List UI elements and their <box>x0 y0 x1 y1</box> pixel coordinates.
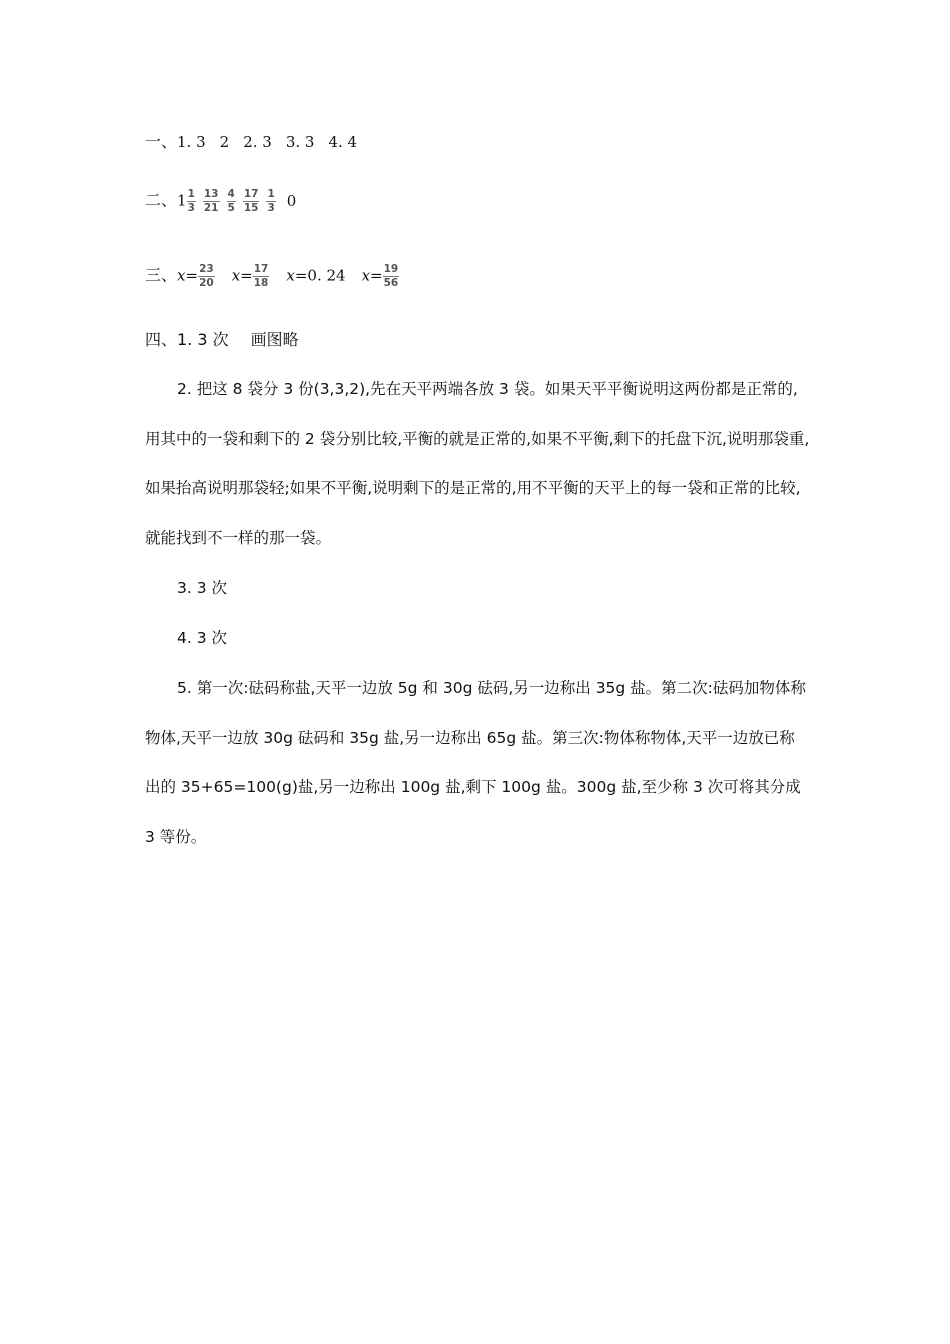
denominator: 20 <box>199 277 214 289</box>
denominator: 56 <box>383 277 399 289</box>
numerator: 19 <box>383 263 399 275</box>
variable-x-2: x <box>231 266 241 285</box>
answer-4-4-paragraph: 4. 3 次 <box>177 629 228 647</box>
answer-3-3: 0. 24 <box>307 266 346 285</box>
numerator: 17 <box>243 188 259 200</box>
denominator: 18 <box>253 277 269 289</box>
numerator: 1 <box>187 188 195 200</box>
denominator: 21 <box>203 202 219 214</box>
answer-row-1 <box>145 132 357 152</box>
numerator: 4 <box>227 188 235 200</box>
fraction-2-3 <box>227 188 236 215</box>
mixed-whole: 1 <box>177 191 187 210</box>
section-label-3: 三、 <box>145 265 178 285</box>
equals-4: = <box>370 266 383 285</box>
denominator: 3 <box>187 202 195 214</box>
fraction-2-2 <box>203 188 220 215</box>
section-label-2: 二、 <box>145 190 178 210</box>
answer-1-1b: 2 <box>219 133 230 151</box>
answer-row-3 <box>145 263 406 290</box>
variable-x-3: x <box>286 266 295 285</box>
answer-4-3-paragraph: 3. 3 次 <box>177 579 228 597</box>
answer-1-2: 2. 3 <box>243 133 272 151</box>
answer-1-3: 3. 3 <box>285 133 315 151</box>
answer-row-2 <box>145 188 296 215</box>
denominator: 5 <box>227 202 235 214</box>
fraction-3-1 <box>198 263 215 290</box>
answer-4-2-paragraph: 2. 把这 8 袋分 3 份(3,3,2),先在天平两端各放 3 袋。如果天平平衡说明这两份都是正常的,用其中的一袋和剩下的 2 袋分别比较,平衡的就是正常的,如果不平衡,剩下的托盘下沉,说明那袋重,如果抬高说明那袋轻;如果不平衡,说明剩下的是正常的,用不平衡的天平上的每一袋和正常的比较,就能找到不一样的那一袋。 <box>145 380 810 547</box>
equals-3: = <box>294 266 308 285</box>
numerator: 1 <box>267 188 275 200</box>
variable-x-4: x <box>361 266 371 285</box>
answer-4-1: 1. 3 次 <box>177 330 229 349</box>
answer-4-1-note: 画图略 <box>250 330 299 349</box>
fraction-2-5 <box>266 188 275 215</box>
numerator: 23 <box>199 263 214 275</box>
section-label-4: 四、 <box>145 330 178 349</box>
denominator: 3 <box>267 202 275 214</box>
answer-4-5-paragraph: 5. 第一次:砝码称盐,天平一边放 5g 和 30g 砝码,另一边称出 35g 盐。第二次:砝码加物体称物体,天平一边放 30g 砝码和 35g 盐,另一边称出 65g 盐。第三次:物体称物体,天平一边放已称出的 35+65=100(g)盐,另一边称出 100g 盐,剩下 100g 盐。300g 盐,至少称 3 次可将其分成 3 等份。 <box>145 679 806 846</box>
answer-1-4: 4. 4 <box>328 133 358 151</box>
section-label-1: 一、 <box>145 132 178 151</box>
fraction-2-4 <box>243 188 260 215</box>
numerator: 13 <box>203 188 219 200</box>
equals-2: = <box>240 266 253 285</box>
fraction-2-1 <box>187 188 196 215</box>
answer-2-tail: 0 <box>286 191 297 210</box>
answer-1-1: 1. 3 <box>177 133 206 151</box>
fraction-3-2 <box>253 263 270 290</box>
denominator: 15 <box>243 202 259 214</box>
answer-row-4-1 <box>145 330 299 350</box>
numerator: 17 <box>253 263 269 275</box>
fraction-3-4 <box>383 263 400 290</box>
equals-1: = <box>185 266 199 285</box>
variable-x-1: x <box>177 266 186 285</box>
